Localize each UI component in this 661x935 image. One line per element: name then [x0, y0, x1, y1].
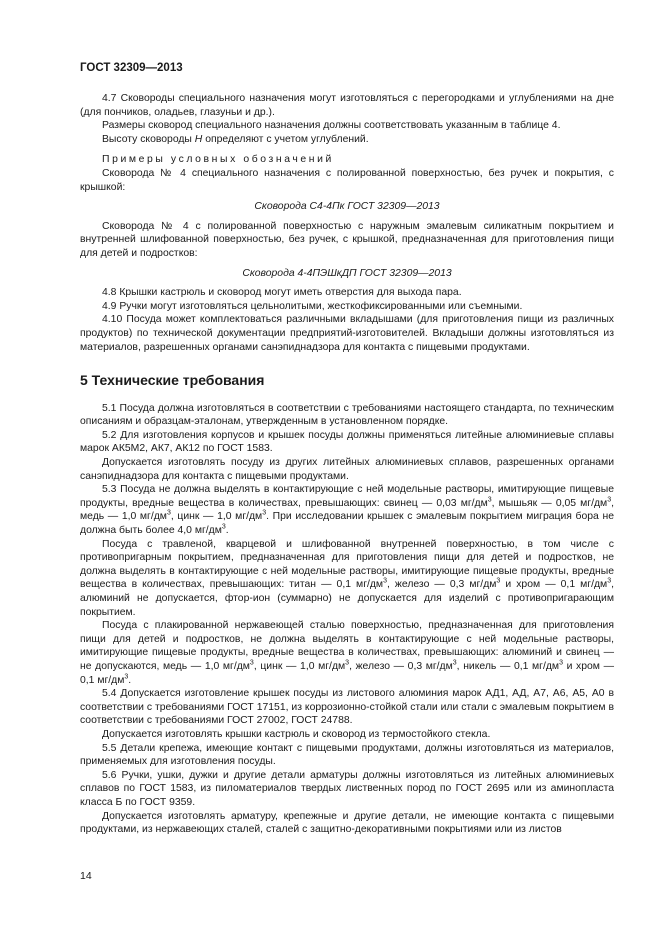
example-2-code: Сковорода 4-4ПЭШкДП ГОСТ 32309—2013 — [242, 267, 452, 279]
clause-4-10: 4.10 Посуда может комплектоваться различными вкладышами (для приготовления пищи из различных продуктов) по технической документации предприятий-изготовителей. Вкладыши должны изготовляться из материалов, разрешенных органами санэпиднадзора для контакта с пищевыми продуктами. — [80, 314, 614, 353]
clause-5-3-clad: Посуда с плакированной нержавеющей сталью поверхностью, предназначенная для приготовления пищи для детей и подростков, не должна выделять в контактирующие с ней модельные растворы, имитирующие пищевые продукты, вредные вещества в количествах, превышающих: алюминий и свинец — не допускаются, медь — 1,0 $мг/дм^3$, цинк — 1,0 $мг/дм^3$, железо — 0,3 $мг/дм^3$, никель — 0,1 $мг/дм^3$ и хром — 0,1 $мг/дм^3$. — [80, 620, 614, 686]
example-2-text: Сковорода № 4 с полированной поверхностью с наружным эмалевым силикатным покрытием и внутренней шлифованной поверхностью, без ручек, с крышкой, предназначенная для приготовления пищи для детей и подростков: — [80, 220, 614, 259]
height-symbol: Н — [194, 133, 203, 145]
clause-4-7-sizes: Размеры сковород специального назначения должны соответствовать указанным в таблице 4. — [102, 120, 561, 132]
page-number: 14 — [80, 870, 92, 882]
clause-5-1: 5.1 Посуда должна изготовляться в соответствии с требованиями настоящего стандарта, по техническим описаниям и образцам-эталонам, утвержденным в установленном порядке. — [80, 402, 614, 428]
document-body — [80, 92, 614, 837]
clause-5-6: 5.6 Ручки, ушки, дужки и другие детали арматуры должны изготовляться из литейных алюминиевых сплавов по ГОСТ 1583, из пиломатериалов твердых лиственных пород по ГОСТ 2695 или из аминопласта класса Б по ГОСТ 9359. — [80, 769, 614, 808]
clause-5-3: 5.3 Посуда не должна выделять в контактирующие с ней модельные растворы, имитирующие пищевые продукты, вредные вещества в количествах, превышающих: свинец — 0,03 $мг/дм^3$, мышьяк — 0,05 $мг/дм^3$, медь — 1,0 $мг/дм^3$, цинк — 1,0 $мг/дм^3$. При исследовании крышек с эмалевым покрытием миграция бора не должна быть более 4,0 $мг/дм^3$. — [80, 484, 614, 537]
examples-title: Примеры условных обозначений — [102, 154, 334, 166]
clause-5-2: 5.2 Для изготовления корпусов и крышек посуды должны применяться литейные алюминиевые сплавы марок АК5М2, АК7, АК12 по ГОСТ 1583. — [80, 429, 614, 455]
clause-5-4-glass: Допускается изготовлять крышки кастрюль и сковород из термостойкого стекла. — [102, 728, 491, 740]
text-run: Высоту сковороды — [102, 133, 195, 145]
example-1-text: Сковорода № 4 специального назначения с полированной поверхностью, без ручек и покрытия, с крышкой: — [80, 167, 614, 193]
clause-5-4: 5.4 Допускается изготовление крышек посуды из листового алюминия марок АД1, АД, А7, А6, А5, А0 в соответствии с требованиями ГОСТ 17151, из коррозионно-стойкой стали или стали с эмалевым покрытием в соответствии с требованиями ГОСТ 27002, ГОСТ 24788. — [80, 688, 614, 727]
clause-5-5: 5.5 Детали крепежа, имеющие контакт с пищевыми продуктами, должны изготовляться из материалов, применяемых для изготовления посуды. — [80, 742, 614, 768]
clause-5-2-alt: Допускается изготовлять посуду из других литейных алюминиевых сплавов, разрешенных органами санэпиднадзора для контакта с пищевыми продуктами. — [80, 457, 614, 482]
standard-header: ГОСТ 32309—2013 — [80, 62, 183, 74]
example-1-code: Сковорода С4-4Пк ГОСТ 32309—2013 — [254, 201, 440, 213]
section-5-title: 5 Технические требования — [80, 372, 265, 389]
clause-4-9: 4.9 Ручки могут изготовляться цельнолитыми, жесткофиксированными или съемными. — [102, 300, 523, 312]
clause-4-7-height — [80, 133, 614, 147]
clause-5-3-etched: Посуда с травленой, кварцевой и шлифованной внутренней поверхностью, в том числе с противопригарным покрытием, предназначенная для приготовления пищи для детей и подростков, не должна выделять в контактирующие с ней модельные растворы, имитирующие пищевые продукты, вредные вещества в количествах, превышающих: титан — 0,1 $мг/дм^3$, железо — 0,3 $мг/дм^3$ и хром — 0,1 $мг/дм^3$, алюминий не допускается, фтор-ион (суммарно) не допускается для изделий с противопригарающим покрытием. — [80, 538, 614, 618]
clause-5-6-alt: Допускается изготовлять арматуру, крепежные и другие детали, не имеющие контакта с пищевыми продуктами, из нержавеющих сталей, сталей с защитно-декоративными покрытиями или из листов — [80, 810, 614, 836]
text-run: определяют с учетом углублений. — [202, 133, 369, 145]
clause-4-8: 4.8 Крышки кастрюль и сковород могут иметь отверстия для выхода пара. — [102, 287, 462, 299]
clause-4-7: 4.7 Сковороды специального назначения могут изготовляться с перегородками и углублениями на дне (для пончиков, оладьев, глазуньи и др.). — [80, 93, 614, 118]
